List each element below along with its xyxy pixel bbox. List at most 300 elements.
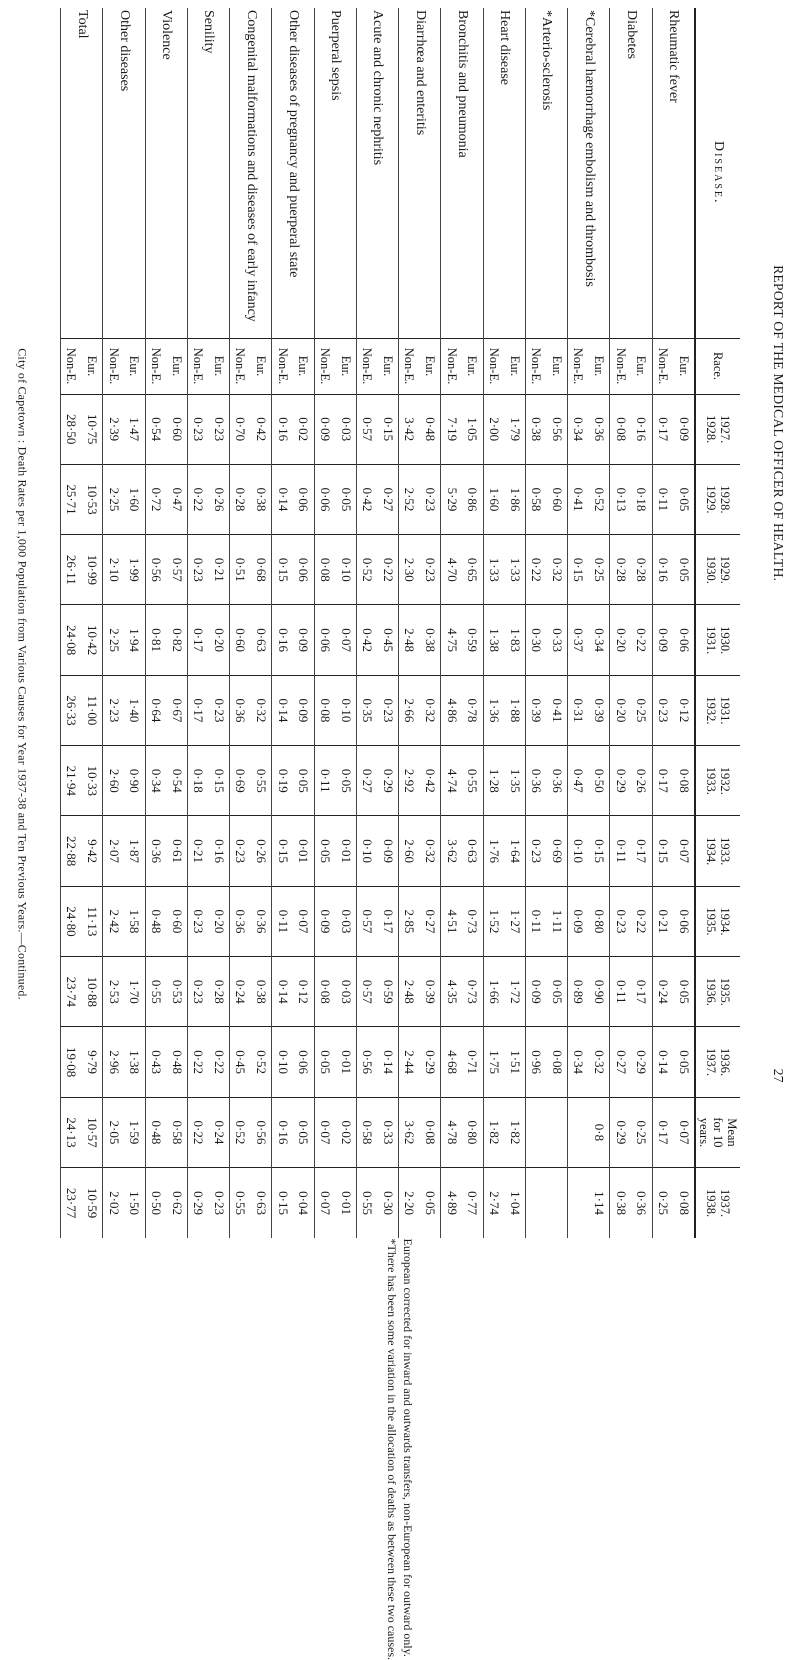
rate-cell: 2·20: [399, 1168, 420, 1238]
rate-cell: 2·42: [103, 886, 124, 956]
year-header: 1933. 1934.: [695, 816, 740, 886]
race-label: Non-E.: [103, 338, 124, 394]
race-label: Eur.: [377, 338, 398, 394]
rate-cell: 0·23: [610, 886, 631, 956]
race-label: Eur.: [335, 338, 356, 394]
rate-cell: 0·39: [589, 675, 610, 745]
race-label: Non-E.: [145, 338, 166, 394]
rate-cell: 0·32: [420, 675, 441, 745]
table-title: City of Capetown : Death Rates per 1,000 Population from Various Causes for Year 1937-38 and Ten Previous Years.—Continued.: [15, 347, 30, 1000]
rate-cell: 0·47: [568, 746, 589, 816]
rate-cell: 0·27: [420, 886, 441, 956]
rate-cell: 10·88: [82, 957, 103, 1027]
rate-cell: 0·11: [272, 886, 293, 956]
rate-cell: 0·08: [314, 957, 335, 1027]
rate-cell: 0·09: [293, 605, 314, 675]
rate-cell: 0·80: [462, 1097, 483, 1167]
rate-cell: 0·17: [377, 886, 398, 956]
rate-cell: 0·09: [568, 886, 589, 956]
year-header: 1928. 1929.: [695, 464, 740, 534]
death-rates-table: [60, 8, 740, 1238]
rate-cell: 2·53: [103, 957, 124, 1027]
table-row: [82, 8, 103, 1238]
rate-cell: 0·50: [145, 1168, 166, 1238]
race-label: Eur.: [420, 338, 441, 394]
rate-cell: 1·33: [483, 535, 504, 605]
rate-cell: 0·14: [272, 464, 293, 534]
rate-cell: 0·12: [673, 675, 695, 745]
page-number: 27: [771, 1068, 786, 1083]
rate-cell: 0·69: [546, 816, 567, 886]
right-header-strip: [756, 0, 800, 1347]
rate-cell: 4·75: [441, 605, 462, 675]
rate-cell: 0·52: [589, 464, 610, 534]
rate-cell: 0·17: [652, 746, 673, 816]
race-label: Eur.: [504, 338, 525, 394]
rate-cell: 0·22: [187, 1027, 208, 1097]
table-row: [166, 8, 187, 1238]
rate-cell: 2·10: [103, 535, 124, 605]
rate-cell: 1·11: [546, 886, 567, 956]
rate-cell: 0·08: [314, 535, 335, 605]
rate-cell: 21·94: [61, 746, 82, 816]
rate-cell: 0·56: [145, 535, 166, 605]
rate-cell: 0·22: [187, 464, 208, 534]
race-label: Eur.: [251, 338, 272, 394]
rate-cell: 0·34: [568, 1027, 589, 1097]
rate-cell: 4·86: [441, 675, 462, 745]
table-row: [377, 8, 398, 1238]
rate-cell: 0·08: [314, 675, 335, 745]
rate-cell: 0·68: [251, 535, 272, 605]
rate-cell: 0·25: [589, 535, 610, 605]
rate-cell: 23·74: [61, 957, 82, 1027]
rate-cell: 0·42: [251, 394, 272, 464]
rate-cell: 0·63: [462, 816, 483, 886]
rate-cell: 0·14: [272, 957, 293, 1027]
rate-cell: 0·05: [673, 957, 695, 1027]
rate-cell: 0·17: [187, 605, 208, 675]
rate-cell: 3·42: [399, 394, 420, 464]
rate-cell: 0·57: [166, 535, 187, 605]
rate-cell: 0·23: [187, 957, 208, 1027]
rate-cell: 0·21: [652, 886, 673, 956]
report-title: REPORT OF THE MEDICAL OFFICER OF HEALTH.: [771, 264, 786, 581]
rate-cell: 2·96: [103, 1027, 124, 1097]
race-label: Non-E.: [356, 338, 377, 394]
rate-cell: 0·36: [230, 675, 251, 745]
rate-cell: 0·25: [652, 1168, 673, 1238]
race-label: Eur.: [124, 338, 145, 394]
rate-cell: 0·09: [314, 394, 335, 464]
rate-cell: 0·07: [314, 1168, 335, 1238]
rate-cell: 0·32: [251, 675, 272, 745]
rate-cell: 0·22: [208, 1027, 229, 1097]
rate-cell: 0·23: [187, 535, 208, 605]
race-label: Non-E.: [399, 338, 420, 394]
rate-cell: 2·00: [483, 394, 504, 464]
rate-cell: 1·40: [124, 675, 145, 745]
rate-cell: 0·73: [462, 957, 483, 1027]
rate-cell: 0·57: [356, 886, 377, 956]
footnotes: [44, 1238, 756, 1660]
rate-cell: 0·56: [546, 394, 567, 464]
rate-cell: 0·08: [420, 1097, 441, 1167]
rate-cell: 0·27: [610, 1027, 631, 1097]
rate-cell: [546, 1097, 567, 1167]
rate-cell: 4·74: [441, 746, 462, 816]
rate-cell: 0·05: [314, 816, 335, 886]
table-row: [504, 8, 525, 1238]
table-row: [124, 8, 145, 1238]
rate-cell: 0·23: [420, 535, 441, 605]
rate-cell: 0·81: [145, 605, 166, 675]
rate-cell: 0·48: [420, 394, 441, 464]
race-label: Non-E.: [314, 338, 335, 394]
rate-cell: 0·15: [272, 1168, 293, 1238]
disease-name: Bronchitis and pneumonia: [441, 8, 483, 338]
disease-name: *Cerebral hæmorrhage embolism and thrombosis: [568, 8, 610, 338]
rate-cell: 0·16: [631, 394, 652, 464]
rate-cell: 0·56: [251, 1097, 272, 1167]
rate-cell: 0·38: [525, 394, 546, 464]
rate-cell: 0·29: [187, 1168, 208, 1238]
rate-cell: 0·61: [166, 816, 187, 886]
rate-cell: 0·67: [166, 675, 187, 745]
rate-cell: 0·05: [293, 1097, 314, 1167]
disease-name: Diarrhœa and enteritis: [399, 8, 441, 338]
rate-cell: 0·08: [546, 1027, 567, 1097]
rate-cell: 0·31: [568, 675, 589, 745]
rate-cell: 4·68: [441, 1027, 462, 1097]
rate-cell: 0·11: [525, 886, 546, 956]
rate-cell: 0·17: [631, 816, 652, 886]
rate-cell: 0·11: [610, 957, 631, 1027]
rate-cell: 0·09: [293, 675, 314, 745]
rate-cell: 0·23: [187, 886, 208, 956]
rate-cell: 0·08: [673, 746, 695, 816]
year-header: 1930. 1931.: [695, 605, 740, 675]
rate-cell: 0·22: [377, 535, 398, 605]
rate-cell: 4·89: [441, 1168, 462, 1238]
rate-cell: 0·23: [652, 675, 673, 745]
rate-cell: 0·36: [230, 886, 251, 956]
rate-cell: 0·55: [145, 957, 166, 1027]
rate-cell: 0·20: [610, 605, 631, 675]
rate-cell: 0·06: [293, 464, 314, 534]
rate-cell: 2·23: [103, 675, 124, 745]
race-label: Non-E.: [61, 338, 82, 394]
rate-cell: 0·10: [568, 816, 589, 886]
rate-cell: 0·58: [166, 1097, 187, 1167]
rate-cell: 0·14: [652, 1027, 673, 1097]
rate-cell: 2·48: [399, 605, 420, 675]
rate-cell: 0·38: [420, 605, 441, 675]
rate-cell: 0·14: [272, 675, 293, 745]
table-row: [251, 8, 272, 1238]
rate-cell: 0·16: [208, 816, 229, 886]
rate-cell: 28·50: [61, 394, 82, 464]
disease-name: Rheumatic fever: [652, 8, 695, 338]
rate-cell: 0·06: [293, 1027, 314, 1097]
rate-cell: 24·80: [61, 886, 82, 956]
rate-cell: 1·59: [124, 1097, 145, 1167]
rate-cell: 1·36: [483, 675, 504, 745]
rate-cell: 2·66: [399, 675, 420, 745]
rate-cell: 0·27: [377, 464, 398, 534]
rate-cell: 0·58: [525, 464, 546, 534]
rate-cell: [525, 1168, 546, 1238]
rate-cell: 0·35: [356, 675, 377, 745]
race-label: Eur.: [462, 338, 483, 394]
rate-cell: 0·03: [335, 886, 356, 956]
rate-cell: 0·32: [546, 535, 567, 605]
rate-cell: 0·36: [546, 746, 567, 816]
year-header: Mean for 10 years.: [695, 1097, 740, 1167]
rate-cell: 0·41: [546, 675, 567, 745]
rate-cell: 0·56: [356, 1027, 377, 1097]
rate-cell: 0·06: [673, 605, 695, 675]
rate-cell: 0·01: [335, 1027, 356, 1097]
race-label: Non-E.: [441, 338, 462, 394]
rate-cell: 19·08: [61, 1027, 82, 1097]
rate-cell: 0·34: [145, 746, 166, 816]
rate-cell: 1·86: [504, 464, 525, 534]
rate-cell: 0·59: [377, 957, 398, 1027]
rate-cell: 0·29: [610, 1097, 631, 1167]
rate-cell: 0·22: [631, 886, 652, 956]
rate-cell: [525, 1097, 546, 1167]
rate-cell: 0·17: [631, 957, 652, 1027]
rate-cell: 0·23: [525, 816, 546, 886]
rate-cell: 1·64: [504, 816, 525, 886]
rate-cell: 0·42: [356, 605, 377, 675]
race-label: Eur.: [208, 338, 229, 394]
rate-cell: 0·07: [293, 886, 314, 956]
rate-cell: 0·24: [230, 957, 251, 1027]
rate-cell: 2·25: [103, 464, 124, 534]
rate-cell: 1·50: [124, 1168, 145, 1238]
year-header: 1935. 1936.: [695, 957, 740, 1027]
rate-cell: 0·34: [589, 605, 610, 675]
rate-cell: 0·26: [208, 464, 229, 534]
rate-cell: 0·10: [356, 816, 377, 886]
rate-cell: 0·20: [208, 605, 229, 675]
race-label: Non-E.: [525, 338, 546, 394]
rate-cell: 10·57: [82, 1097, 103, 1167]
rate-cell: 1·75: [483, 1027, 504, 1097]
rate-cell: 0·52: [230, 1097, 251, 1167]
rate-cell: 24·08: [61, 605, 82, 675]
rate-cell: 0·28: [610, 535, 631, 605]
rate-cell: 4·78: [441, 1097, 462, 1167]
rate-cell: 10·53: [82, 464, 103, 534]
rate-cell: 0·01: [335, 1168, 356, 1238]
rate-cell: 0·09: [673, 394, 695, 464]
rate-cell: 2·92: [399, 746, 420, 816]
rate-cell: 0·08: [673, 1168, 695, 1238]
rate-cell: 0·22: [525, 535, 546, 605]
disease-name: Diabetes: [610, 8, 652, 338]
rate-cell: 26·11: [61, 535, 82, 605]
rate-cell: 0·02: [335, 1097, 356, 1167]
rate-cell: 0·15: [208, 746, 229, 816]
rate-cell: 0·05: [673, 1027, 695, 1097]
rate-cell: 0·64: [145, 675, 166, 745]
rate-cell: 0·16: [272, 605, 293, 675]
rate-cell: 0·50: [589, 746, 610, 816]
rate-cell: 0·28: [208, 957, 229, 1027]
rate-cell: 0·48: [145, 886, 166, 956]
disease-name: Congenital malformations and diseases of early infancy: [230, 8, 272, 338]
year-header: 1937. 1938.: [695, 1168, 740, 1238]
rate-cell: 0·21: [187, 816, 208, 886]
table-header-row: [695, 8, 740, 1238]
rate-cell: 0·06: [293, 535, 314, 605]
rate-cell: 0·23: [208, 394, 229, 464]
race-label: Eur.: [82, 338, 103, 394]
rate-cell: 0·02: [293, 394, 314, 464]
rate-cell: 0·38: [251, 957, 272, 1027]
rate-cell: 0·11: [652, 464, 673, 534]
year-header: 1929. 1930.: [695, 535, 740, 605]
rate-cell: 1·76: [483, 816, 504, 886]
rate-cell: 0·15: [652, 816, 673, 886]
rate-cell: 0·39: [420, 957, 441, 1027]
rate-cell: 0·73: [462, 886, 483, 956]
rate-cell: 0·09: [314, 886, 335, 956]
table-row: [546, 8, 567, 1238]
rate-cell: 0·09: [652, 605, 673, 675]
rate-cell: 4·70: [441, 535, 462, 605]
rate-cell: 0·07: [673, 816, 695, 886]
rate-cell: 0·38: [610, 1168, 631, 1238]
rate-cell: 0·36: [251, 886, 272, 956]
rate-cell: 0·89: [568, 957, 589, 1027]
rate-cell: 0·10: [335, 675, 356, 745]
rate-cell: 0·24: [652, 957, 673, 1027]
rate-cell: 2·60: [103, 746, 124, 816]
rate-cell: 11·13: [82, 886, 103, 956]
rate-cell: 1·38: [483, 605, 504, 675]
rate-cell: 0·36: [145, 816, 166, 886]
rate-cell: 0·22: [631, 605, 652, 675]
rate-cell: 0·51: [230, 535, 251, 605]
rate-cell: 1·58: [124, 886, 145, 956]
rate-cell: 0·05: [314, 1027, 335, 1097]
rate-cell: 0·60: [166, 886, 187, 956]
rate-cell: 0·09: [377, 816, 398, 886]
rate-cell: 0·11: [610, 816, 631, 886]
rate-cell: 0·53: [166, 957, 187, 1027]
footnote-allocation: *There has been some variation in the allocation of deaths as between these two causes.: [385, 1238, 399, 1660]
rate-cell: 0·17: [652, 394, 673, 464]
rate-cell: 0·10: [272, 1027, 293, 1097]
rate-cell: 0·21: [208, 535, 229, 605]
rate-cell: 2·25: [103, 605, 124, 675]
rate-cell: 0·47: [166, 464, 187, 534]
race-label: Eur.: [673, 338, 695, 394]
table-row: [589, 8, 610, 1238]
rate-cell: 0·36: [525, 746, 546, 816]
rate-cell: 0·29: [420, 1027, 441, 1097]
rate-cell: 10·99: [82, 535, 103, 605]
rate-cell: 2·05: [103, 1097, 124, 1167]
race-label: Non-E.: [230, 338, 251, 394]
rate-cell: 0·16: [272, 394, 293, 464]
rate-cell: 0·29: [377, 746, 398, 816]
rate-cell: 0·30: [525, 605, 546, 675]
rate-cell: 0·90: [589, 957, 610, 1027]
rate-cell: 2·30: [399, 535, 420, 605]
rate-cell: 10·59: [82, 1168, 103, 1238]
rate-cell: 1·14: [589, 1168, 610, 1238]
disease-name: Heart disease: [483, 8, 525, 338]
rate-cell: 0·15: [272, 816, 293, 886]
rate-cell: 0·32: [589, 1027, 610, 1097]
rate-cell: 1·60: [124, 464, 145, 534]
rate-cell: 1·38: [124, 1027, 145, 1097]
rate-cell: 1·52: [483, 886, 504, 956]
rate-cell: 0·26: [631, 746, 652, 816]
race-label: Non-E.: [652, 338, 673, 394]
rate-cell: 0·48: [145, 1097, 166, 1167]
rate-cell: 1·51: [504, 1027, 525, 1097]
rate-cell: 11·00: [82, 675, 103, 745]
rate-cell: 0·03: [335, 957, 356, 1027]
rate-cell: 0·48: [166, 1027, 187, 1097]
rate-cell: 7·19: [441, 394, 462, 464]
rate-cell: 9·79: [82, 1027, 103, 1097]
rate-cell: 0·01: [335, 816, 356, 886]
rate-cell: 2·02: [103, 1168, 124, 1238]
rate-cell: 0·38: [251, 464, 272, 534]
rate-cell: 0·23: [208, 675, 229, 745]
rate-cell: 0·14: [377, 1027, 398, 1097]
rate-cell: 2·74: [483, 1168, 504, 1238]
year-header: 1927. 1928.: [695, 394, 740, 464]
disease-name: Total: [61, 8, 103, 338]
rate-cell: 0·20: [610, 675, 631, 745]
rate-cell: 0·39: [525, 675, 546, 745]
disease-name: Other diseases of pregnancy and puerperal state: [272, 8, 314, 338]
rate-cell: 0·15: [589, 816, 610, 886]
rate-cell: 0·71: [462, 1027, 483, 1097]
race-label: Eur.: [546, 338, 567, 394]
rate-cell: 0·05: [335, 464, 356, 534]
rate-cell: 0·54: [145, 394, 166, 464]
rate-cell: 0·17: [652, 1097, 673, 1167]
rate-cell: 0·90: [124, 746, 145, 816]
table-row: [335, 8, 356, 1238]
race-label: Eur.: [293, 338, 314, 394]
rate-cell: 0·37: [568, 605, 589, 675]
rate-cell: 0·24: [208, 1097, 229, 1167]
disease-name: *Arterio-sclerosis: [525, 8, 567, 338]
race-label: Eur.: [166, 338, 187, 394]
rate-cell: 0·55: [230, 1168, 251, 1238]
rate-cell: 0·82: [166, 605, 187, 675]
rate-cell: 0·70: [230, 394, 251, 464]
rate-cell: [568, 1097, 589, 1167]
rate-cell: 0·60: [546, 464, 567, 534]
rate-cell: 0·15: [272, 535, 293, 605]
race-label: Non-E.: [187, 338, 208, 394]
rate-cell: 0·25: [631, 675, 652, 745]
rate-cell: 0·96: [525, 1027, 546, 1097]
rate-cell: 0·22: [187, 1097, 208, 1167]
rate-cell: 0·16: [272, 1097, 293, 1167]
